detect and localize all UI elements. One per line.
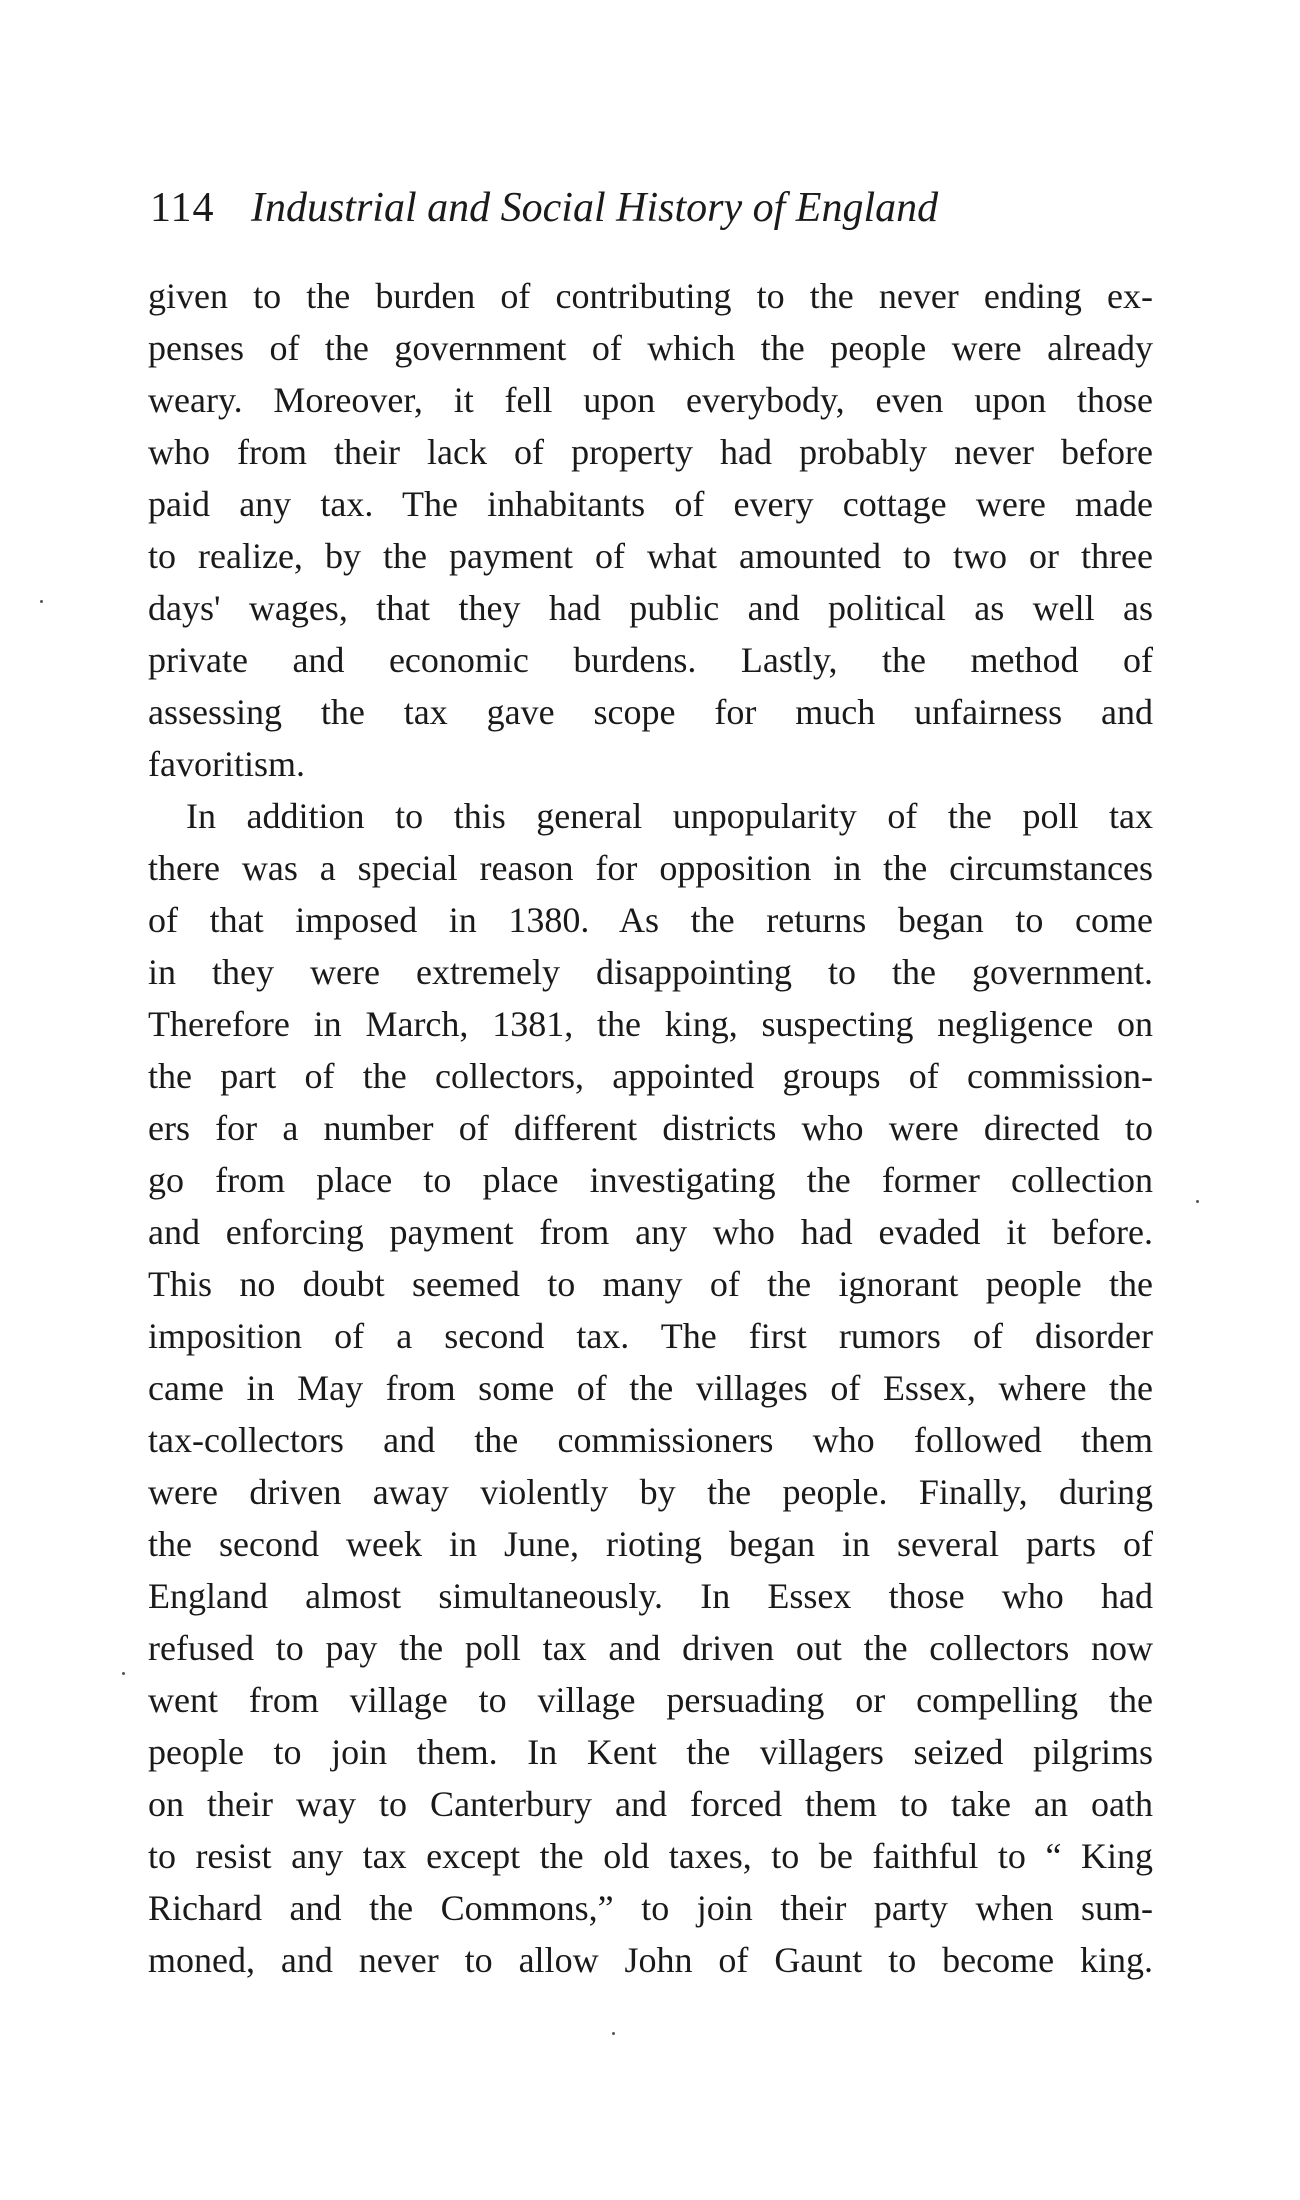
text-line: and enforcing payment from any who had evaded it before. xyxy=(148,1212,1153,1252)
text-line: were driven away violently by the people. Finally, during xyxy=(148,1472,1153,1512)
paragraph-first-line: In addition to this general unpopularity of the poll tax xyxy=(186,796,1153,836)
text-line: paid any tax. The inhabitants of every cottage were made xyxy=(148,484,1153,524)
text-line: people to join them. In Kent the villagers seized pilgrims xyxy=(148,1732,1153,1772)
text-line: in they were extremely disappointing to the government. xyxy=(148,952,1153,992)
text-line: the part of the collectors, appointed groups of commission- xyxy=(148,1056,1153,1096)
text-line: favoritism. xyxy=(148,744,305,784)
text-line: assessing the tax gave scope for much unfairness and xyxy=(148,692,1153,732)
text-line: given to the burden of contributing to the never ending ex- xyxy=(148,276,1153,316)
text-line: to resist any tax except the old taxes, to be faithful to “ King xyxy=(148,1836,1153,1876)
scan-speck xyxy=(1196,1200,1199,1203)
scan-speck xyxy=(40,600,43,603)
text-line: imposition of a second tax. The first rumors of disorder xyxy=(148,1316,1153,1356)
text-line: days' wages, that they had public and political as well as xyxy=(148,588,1153,628)
text-line: Richard and the Commons,” to join their party when sum- xyxy=(148,1888,1153,1928)
text-line: of that imposed in 1380. As the returns began to come xyxy=(148,900,1153,940)
text-line: weary. Moreover, it fell upon everybody, even upon those xyxy=(148,380,1153,420)
text-line: go from place to place investigating the former collection xyxy=(148,1160,1153,1200)
text-line: on their way to Canterbury and forced them to take an oath xyxy=(148,1784,1153,1824)
text-line: the second week in June, rioting began in several parts of xyxy=(148,1524,1153,1564)
running-title: Industrial and Social History of England xyxy=(250,185,939,231)
text-line: tax-collectors and the commissioners who followed them xyxy=(148,1420,1153,1460)
text-line: penses of the government of which the people were already xyxy=(148,328,1153,368)
text-line: came in May from some of the villages of Essex, where the xyxy=(148,1368,1153,1408)
text-line: England almost simultaneously. In Essex those who had xyxy=(148,1576,1153,1616)
page-number: 114 xyxy=(150,185,215,231)
text-line: went from village to village persuading or compelling the xyxy=(148,1680,1153,1720)
text-line: moned, and never to allow John of Gaunt to become king. xyxy=(148,1940,1153,1980)
text-line: Therefore in March, 1381, the king, suspecting negligence on xyxy=(148,1004,1153,1044)
text-line: ers for a number of different districts who were directed to xyxy=(148,1108,1153,1148)
scan-speck xyxy=(612,2032,615,2035)
page-header xyxy=(150,180,1150,236)
text-line: to realize, by the payment of what amounted to two or three xyxy=(148,536,1153,576)
text-line: who from their lack of property had probably never before xyxy=(148,432,1153,472)
body-text xyxy=(148,270,1153,1986)
text-line: private and economic burdens. Lastly, the method of xyxy=(148,640,1153,680)
scan-speck xyxy=(122,1672,125,1675)
text-line: there was a special reason for opposition in the circumstances xyxy=(148,848,1153,888)
text-line: refused to pay the poll tax and driven out the collectors now xyxy=(148,1628,1153,1668)
text-line: This no doubt seemed to many of the ignorant people the xyxy=(148,1264,1153,1304)
